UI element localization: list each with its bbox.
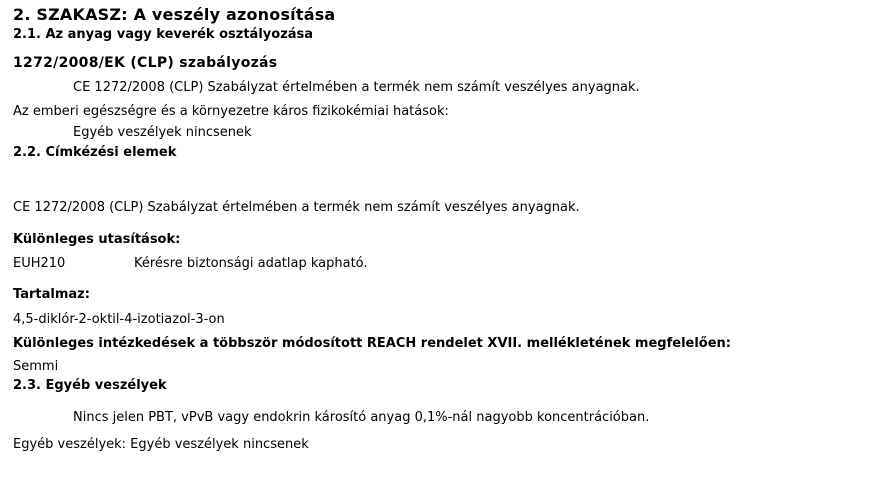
physicochemical-effects-label: Az emberi egészségre és a környezetre káros fizikokémiai hatások: — [13, 104, 449, 119]
contains-heading: Tartalmaz: — [13, 287, 90, 302]
euh-text: Kérésre biztonsági adatlap kapható. — [134, 256, 368, 271]
special-instructions-heading: Különleges utasítások: — [13, 232, 181, 247]
other-hazards-summary: Egyéb veszélyek: Egyéb veszélyek nincsenek — [13, 437, 309, 452]
physicochemical-effects-value: Egyéb veszélyek nincsenek — [73, 125, 252, 140]
subsection-2-2-heading: 2.2. Címkézési elemek — [13, 145, 177, 160]
reach-annex-value: Semmi — [13, 359, 59, 374]
contains-substance: 4,5-diklór-2-oktil-4-izotiazol-3-on — [13, 312, 225, 327]
pbt-statement: Nincs jelen PBT, vPvB vagy endokrin károsító anyag 0,1%-nál nagyobb koncentrációban. — [73, 410, 650, 425]
euh-statement-row — [13, 256, 885, 271]
section-2-heading: 2. SZAKASZ: A veszély azonosítása — [13, 5, 336, 24]
clp-statement-labelling: CE 1272/2008 (CLP) Szabályzat értelmében a termék nem számít veszélyes anyagnak. — [13, 200, 580, 215]
clp-regulation-heading: 1272/2008/EK (CLP) szabályozás — [13, 55, 278, 71]
subsection-2-1-heading: 2.1. Az anyag vagy keverék osztályozása — [13, 27, 314, 42]
subsection-2-3-heading: 2.3. Egyéb veszélyek — [13, 378, 167, 393]
clp-statement-classification: CE 1272/2008 (CLP) Szabályzat értelmében a termék nem számít veszélyes anyagnak. — [73, 80, 640, 95]
euh-code: EUH210 — [13, 256, 66, 271]
reach-annex-heading: Különleges intézkedések a többször módosított REACH rendelet XVII. mellékletének megfelelően: — [13, 336, 732, 351]
